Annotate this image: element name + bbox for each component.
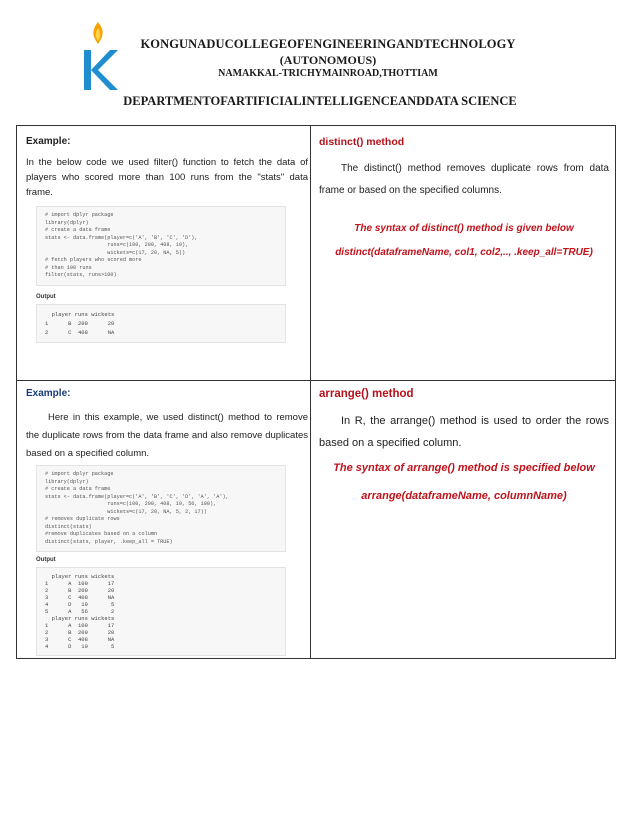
- code-line: # fetch players who scored more: [45, 257, 142, 263]
- output-block: [36, 304, 286, 343]
- section-title: distinct() method: [319, 136, 405, 148]
- output-row: player runs wickets: [45, 615, 115, 622]
- college-logo: [76, 20, 120, 92]
- section-description: In R, the arrange() method is used to order the rows based on a specified column.: [319, 415, 609, 449]
- code-line: runs=c(100, 200, 408, 19, 56, 100),: [45, 501, 217, 507]
- autonomous-label: (AUTONOMOUS): [279, 53, 377, 67]
- code-line: distinct(stats, player, .keep_all = TRUE): [45, 538, 173, 545]
- college-address: NAMAKKAL-TRICHYMAINROAD,THOTTIAM: [218, 68, 438, 79]
- row-divider: [17, 380, 615, 381]
- code-line: stats <- data.frame(player=c('A', 'B', 'C', 'D', 'A', 'A'),: [45, 493, 229, 500]
- output-row: 1 A 100 17: [45, 580, 115, 587]
- output-block: [36, 567, 286, 656]
- section-title: arrange() method: [319, 388, 414, 400]
- output-row: 2 B 200 20: [45, 587, 115, 594]
- section-description: The distinct() method removes duplicate rows from data frame or based on the specified columns.: [319, 163, 609, 196]
- output-label: Output: [36, 293, 56, 300]
- syntax-title: The syntax of distinct() method is given below: [354, 223, 574, 234]
- example-description: In the below code we used filter() function to fetch the data of players who scored more than 100 runs from the "stats" data frame.: [26, 157, 308, 198]
- syntax-text: distinct(dataframeName, col1, col2,.., .keep_all=TRUE): [335, 247, 593, 258]
- content-table: [16, 125, 616, 659]
- code-line: # create a data frame: [45, 486, 111, 492]
- syntax-title: The syntax of arrange() method is specified below: [333, 462, 595, 474]
- code-line: distinct(stats): [45, 523, 92, 530]
- example-title: Example:: [26, 136, 71, 147]
- cell-distinct-example: [26, 388, 308, 656]
- code-line: runs=c(100, 200, 408, 19),: [45, 242, 189, 248]
- code-block: [36, 206, 286, 286]
- code-block: [36, 465, 286, 552]
- cell-filter-example: [26, 136, 308, 343]
- output-row: 5 A 56 2: [45, 608, 115, 615]
- cell-distinct-method: [319, 136, 609, 260]
- output-row: 1 B 200 20: [45, 319, 115, 327]
- code-line: wickets=c(17, 20, NA, 5, 2, 17)): [45, 508, 207, 515]
- code-line: library(dplyr): [45, 478, 89, 485]
- code-line: # removes duplicate rows: [45, 516, 120, 522]
- code-line: # import dplyr package: [45, 471, 114, 477]
- college-name: KONGUNADUCOLLEGEOFENGINEERINGANDTECHNOLOGY: [140, 37, 516, 51]
- code-line: wickets=c(17, 20, NA, 5)): [45, 249, 186, 256]
- syntax-text: arrange(dataframeName, columnName): [361, 490, 567, 502]
- output-row: 4 D 19 5: [45, 643, 115, 650]
- output-row: 1 A 100 17: [45, 622, 115, 629]
- output-row: 3 C 408 NA: [45, 636, 115, 643]
- code-line: # import dplyr package: [45, 212, 114, 218]
- example-title: Example:: [26, 388, 71, 399]
- output-label: Output: [36, 557, 56, 563]
- output-row: 3 C 408 NA: [45, 594, 115, 601]
- output-row: player runs wickets: [45, 310, 115, 318]
- code-line: library(dplyr): [45, 219, 89, 226]
- code-line: # create a data frame: [45, 227, 111, 233]
- output-row: 2 B 200 20: [45, 629, 115, 636]
- column-divider: [310, 126, 311, 658]
- department-title: DEPARTMENTOFARTIFICIALINTELLIGENCEANDDATA SCIENCE: [123, 94, 517, 108]
- cell-arrange-method: [319, 388, 609, 504]
- output-row: player runs wickets: [45, 573, 115, 580]
- output-row: 4 D 19 5: [45, 601, 115, 608]
- code-line: #remove duplicates based on a column: [45, 531, 158, 537]
- code-line: # than 100 runs: [45, 264, 92, 271]
- code-line: stats <- data.frame(player=c('A', 'B', 'C', 'D'),: [45, 234, 198, 241]
- output-row: 2 C 408 NA: [45, 328, 115, 336]
- example-description: Here in this example, we used distinct() method to remove the duplicate rows from the data frame and also remove duplicates based on a specified column.: [26, 412, 308, 459]
- code-line: filter(stats, runs>100): [45, 272, 117, 278]
